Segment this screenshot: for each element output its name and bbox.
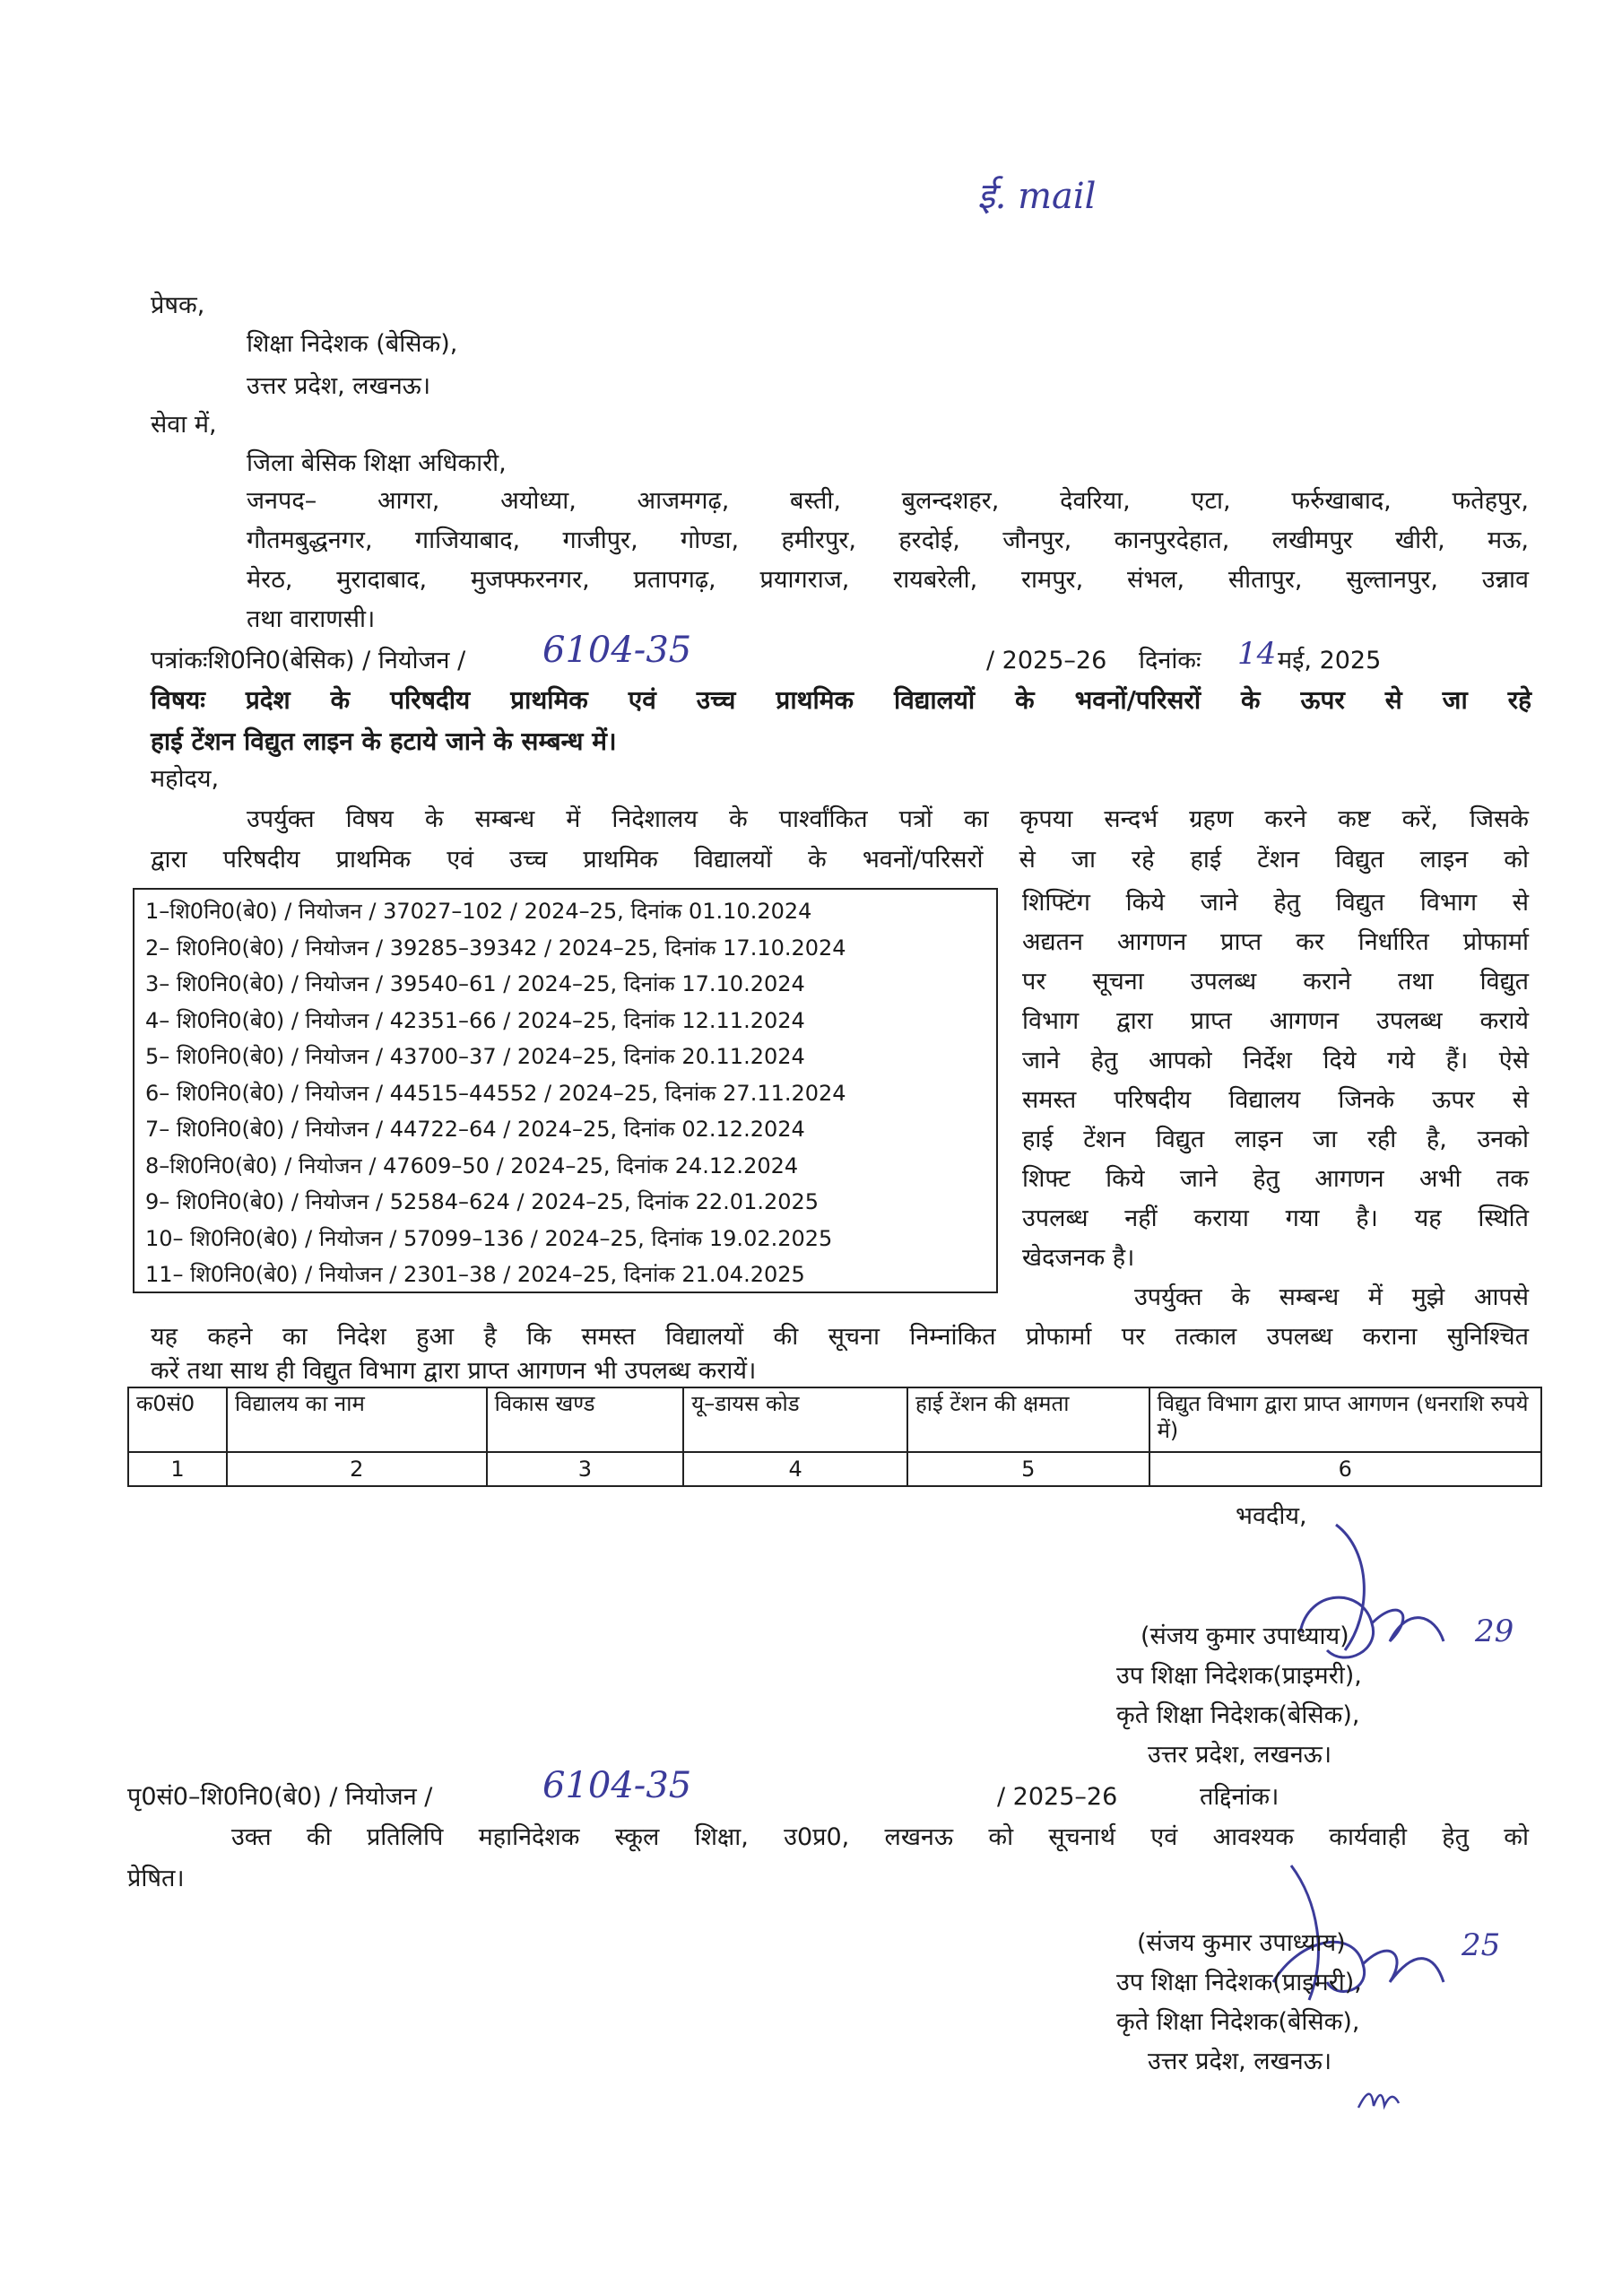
sender-line1: शिक्षा निदेशक (बेसिक),	[247, 330, 458, 358]
reference-letter: 3– शि0नि0(बे0) / नियोजन / 39540–61 / 2024–25, दिनांक 17.10.2024	[145, 971, 805, 996]
signature2-place: उत्तर प्रदेश, लखनऊ।	[1148, 2048, 1332, 2075]
subject-line-1: विषयः प्रदेश के परिषदीय प्राथमिक एवं उच्च प्राथमिक विद्यालयों के भवनों/परिसरों के ऊपर से जा रहे	[151, 685, 1531, 715]
side-paragraph-line: जाने हेतु आपको निर्देश दिये गये हैं। ऐसे	[1022, 1047, 1529, 1074]
signature2-name: (संजय कुमार उपाध्याय)	[1137, 1929, 1346, 1957]
reference-letter: 1–शि0नि0(बे0) / नियोजन / 37027–102 / 2024–25, दिनांक 01.10.2024	[145, 899, 812, 924]
initials-mark	[1354, 2081, 1408, 2117]
district-line-3: मेरठ, मुरादाबाद, मुजफ्फरनगर, प्रतापगढ़, प्रयागराज, रायबरेली, रामपुर, संभल, सीतापुर, सुल्तानपुर, उन्नाव	[247, 566, 1529, 594]
column-number: 4	[683, 1452, 907, 1486]
signature2-on-behalf: कृते शिक्षा निदेशक(बेसिक),	[1116, 2008, 1360, 2036]
side-paragraph-line: पर सूचना उपलब्ध कराने तथा विद्युत	[1022, 968, 1529, 996]
signature1-name: (संजय कुमार उपाध्याय)	[1141, 1622, 1349, 1650]
reference-letters-box	[133, 888, 998, 1293]
proforma-table	[127, 1387, 1542, 1487]
sender-label: प्रेषक,	[151, 291, 205, 319]
side-paragraph-line: समस्त परिषदीय विद्यालय जिनके ऊपर से	[1022, 1086, 1529, 1114]
letter-date-rest: मई, 2025	[1278, 647, 1382, 674]
reference-letter: 11– शि0नि0(बे0) / नियोजन / 2301–38 / 2024–25, दिनांक 21.04.2025	[145, 1262, 805, 1287]
recipient-label: सेवा में,	[151, 411, 217, 439]
proforma-number-row	[128, 1452, 1541, 1486]
letter-ref-number: 6104-35	[542, 630, 692, 671]
copy-text-line-2: प्रेषित।	[127, 1865, 185, 1892]
district-line-2: गौतमबुद्धनगर, गाजियाबाद, गाजीपुर, गोण्डा, हमीरपुर, हरदोई, जौनपुर, कानपुरदेहात, लखीमपुर खीरी, मऊ,	[247, 526, 1529, 554]
reference-letter: 5– शि0नि0(बे0) / नियोजन / 43700–37 / 2024–25, दिनांक 20.11.2024	[145, 1044, 805, 1069]
header-serial: क0सं0	[128, 1387, 227, 1452]
copy-ref-number: 6104-35	[542, 1765, 692, 1806]
reference-letter: 6– शि0नि0(बे0) / नियोजन / 44515–44552 / 2024–25, दिनांक 27.11.2024	[145, 1080, 846, 1106]
side-paragraph-line: उपलब्ध नहीं कराया गया है। यह स्थिति	[1022, 1205, 1529, 1232]
copy-ref-date: तद्दिनांक।	[1200, 1783, 1279, 1811]
letter-date-label: दिनांकः	[1139, 647, 1201, 674]
side-paragraph-line: शिफ्ट किये जाने हेतु आगणन अभी तक	[1022, 1165, 1529, 1193]
reference-letter: 7– शि0नि0(बे0) / नियोजन / 44722–64 / 2024–25, दिनांक 02.12.2024	[145, 1117, 805, 1142]
side-paragraph-line: हाई टेंशन विद्युत लाइन जा रही है, उनको	[1022, 1126, 1529, 1153]
body-after-line-1: यह कहने का निदेश हुआ है कि समस्त विद्यालयों की सूचना निम्नांकित प्रोफार्मा पर तत्काल उपलब्ध कराना सुनिश्चित	[151, 1323, 1529, 1351]
side-paragraph-line: खेदजनक है।	[1022, 1244, 1135, 1272]
side-paragraph-line: शिफ्टिंग किये जाने हेतु विद्युत विभाग से	[1022, 889, 1529, 917]
subject-line-2: हाई टेंशन विद्युत लाइन के हटाये जाने के सम्बन्ध में।	[151, 726, 617, 756]
column-number: 6	[1149, 1452, 1541, 1486]
letter-date-day: 14	[1237, 636, 1277, 672]
salutation: महोदय,	[151, 765, 220, 793]
handwritten-email-note: ई. mail	[977, 176, 1097, 217]
body-intro-line-2: द्वारा परिषदीय प्राथमिक एवं उच्च प्राथमिक विद्यालयों के भवनों/परिसरों से जा रहे हाई टेंशन विद्युत लाइन को	[151, 846, 1529, 874]
reference-letter: 9– शि0नि0(बे0) / नियोजन / 52584–624 / 2024–25, दिनांक 22.01.2025	[145, 1189, 820, 1214]
signature1-on-behalf: कृते शिक्षा निदेशक(बेसिक),	[1116, 1701, 1360, 1729]
signature2-date: 25	[1462, 1927, 1501, 1963]
side-paragraph-line: विभाग द्वारा प्राप्त आगणन उपलब्ध कराये	[1022, 1007, 1529, 1035]
header-ht-capacity: हाई टेंशन की क्षमता	[907, 1387, 1149, 1452]
body-intro-line-1: उपर्युक्त विषय के सम्बन्ध में निदेशालय के पार्श्वांकित पत्रों का कृपया सन्दर्भ ग्रहण करने कष्ट करें, जिसके	[247, 805, 1529, 833]
district-line-1: जनपद– आगरा, अयोध्या, आजमगढ़, बस्ती, बुलन्दशहर, देवरिया, एटा, फर्रुखाबाद, फतेहपुर,	[247, 487, 1529, 515]
recipient-line1: जिला बेसिक शिक्षा अधिकारी,	[247, 449, 507, 477]
letter-ref-prefix: पत्रांकःशि0नि0(बेसिक) / नियोजन /	[151, 647, 466, 674]
side-paragraph-line: अद्यतन आगणन प्राप्त कर निर्धारित प्रोफार्मा	[1022, 928, 1529, 956]
sender-line2: उत्तर प्रदेश, लखनऊ।	[247, 372, 431, 400]
copy-text-line-1: उक्त की प्रतिलिपि महानिदेशक स्कूल शिक्षा, उ0प्र0, लखनऊ को सूचनार्थ एवं आवश्यक कार्यवाही हेतु को	[231, 1823, 1529, 1851]
district-line-4: तथा वाराणसी।	[247, 605, 376, 633]
side-paragraph-line: उपर्युक्त के सम्बन्ध में मुझे आपसे	[1134, 1283, 1529, 1311]
column-number: 1	[128, 1452, 227, 1486]
copy-ref-year: / 2025–26	[997, 1783, 1118, 1811]
header-udise-code: यू–डायस कोड	[683, 1387, 907, 1452]
header-estimate: विद्युत विभाग द्वारा प्राप्त आगणन (धनराशि रुपये में)	[1149, 1387, 1541, 1452]
reference-letter: 4– शि0नि0(बे0) / नियोजन / 42351–66 / 2024–25, दिनांक 12.11.2024	[145, 1007, 805, 1033]
signature1-date: 29	[1475, 1613, 1514, 1649]
signature1-designation: उप शिक्षा निदेशक(प्राइमरी),	[1116, 1662, 1362, 1690]
column-number: 5	[907, 1452, 1149, 1486]
body-after-line-2: करें तथा साथ ही विद्युत विभाग द्वारा प्राप्त आगणन भी उपलब्ध करायें।	[151, 1357, 757, 1385]
signature2-designation: उप शिक्षा निदेशक(प्राइमरी),	[1116, 1969, 1362, 1996]
reference-letter: 8–शि0नि0(बे0) / नियोजन / 47609–50 / 2024–25, दिनांक 24.12.2024	[145, 1152, 799, 1178]
header-school-name: विद्यालय का नाम	[227, 1387, 487, 1452]
reference-letter: 10– शि0नि0(बे0) / नियोजन / 57099–136 / 2024–25, दिनांक 19.02.2025	[145, 1225, 833, 1251]
signature1-place: उत्तर प्रदेश, लखनऊ।	[1148, 1741, 1332, 1769]
copy-ref-prefix: पृ0सं0–शि0नि0(बे0) / नियोजन /	[127, 1783, 433, 1811]
letter-ref-year: / 2025–26	[986, 647, 1107, 674]
column-number: 3	[487, 1452, 684, 1486]
column-number: 2	[227, 1452, 487, 1486]
header-block: विकास खण्ड	[487, 1387, 684, 1452]
closing: भवदीय,	[1236, 1502, 1307, 1530]
proforma-header-row	[128, 1387, 1541, 1452]
reference-letter: 2– शि0नि0(बे0) / नियोजन / 39285–39342 / 2024–25, दिनांक 17.10.2024	[145, 935, 846, 961]
